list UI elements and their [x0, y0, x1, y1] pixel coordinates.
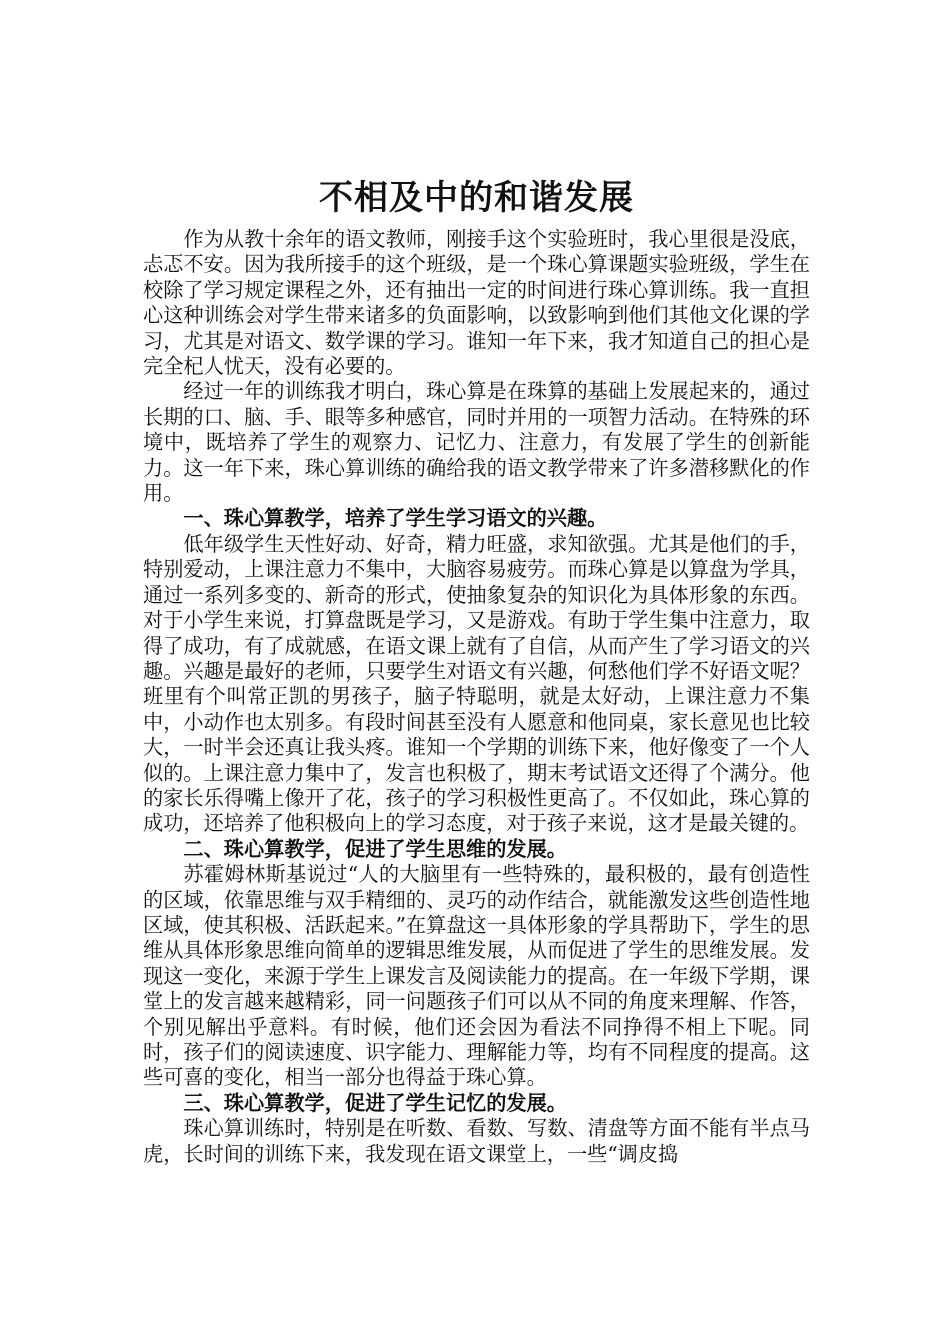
section-paragraph-3: 珠心算训练时，特别是在听数、看数、写数、清盘等方面不能有半点马虎，长时间的训练下来，我发现在语文课堂上，一些“调皮捣	[143, 1116, 810, 1166]
document-title: 不相及中的和谐发展	[319, 178, 634, 218]
section-heading-3: 三、珠心算教学，促进了学生记忆的发展。	[183, 1090, 567, 1115]
section-heading-2: 二、珠心算教学，促进了学生思维的发展。	[183, 836, 567, 861]
section-paragraph-2: 苏霍姆林斯基说过“人的大脑里有一些特殊的，最积极的，最有创造性的区域，依靠思维与双手精细的、灵巧的动作结合，就能激发这些创造性地区域，使其积极、活跃起来。”在算盘这一具体形象的学具帮助下，学生的思维从具体形象思维向简单的逻辑思维发展，从而促进了学生的思维发展。发现这一变化，来源于学生上课发言及阅读能力的提高。在一年级下学期，课堂上的发言越来越精彩，同一问题孩子们可以从不同的角度来理解、作答，个别见解出乎意料。有时候，他们还会因为看法不同挣得不相上下呢。同时，孩子们的阅读速度、识字能力、理解能力等，均有不同程度的提高。这些可喜的变化，相当一部分也得益于珠心算。	[143, 862, 810, 1090]
intro-paragraph-2: 经过一年的训练我才明白，珠心算是在珠算的基础上发展起来的，通过长期的口、脑、手、眼等多种感官，同时并用的一项智力活动。在特殊的环境中，既培养了学生的观察力、记忆力、注意力，有发展了学生的创新能力。这一年下来，珠心算训练的确给我的语文教学带来了许多潜移默化的作用。	[143, 379, 810, 506]
intro-paragraph-1: 作为从教十余年的语文教师，刚接手这个实验班时，我心里很是没底，忐忑不安。因为我所接手的这个班级，是一个珠心算课题实验班级，学生在校除了学习规定课程之外，还有抽出一定的时间进行珠心算训练。我一直担心这种训练会对学生带来诸多的负面影响，以致影响到他们其他文化课的学习，尤其是对语文、数学课的学习。谁知一年下来，我才知道自己的担心是完全杞人忧天，没有必要的。	[143, 227, 810, 379]
section-paragraph-1: 低年级学生天性好动、好奇，精力旺盛，求知欲强。尤其是他们的手，特别爱动，上课注意力不集中，大脑容易疲劳。而珠心算是以算盘为学具，通过一系列多变的、新奇的形式，使抽象复杂的知识化为具体形象的东西。对于小学生来说，打算盘既是学习，又是游戏。有助于学生集中注意力，取得了成功，有了成就感，在语文课上就有了自信，从而产生了学习语文的兴趣。兴趣是最好的老师，只要学生对语文有兴趣，何愁他们学不好语文呢？班里有个叫常正凯的男孩子，脑子特聪明，就是太好动，上课注意力不集中，小动作也太别多。有段时间甚至没有人愿意和他同桌，家长意见也比较大，一时半会还真让我头疼。谁知一个学期的训练下来，他好像变了一个人似的。上课注意力集中了，发言也积极了，期末考试语文还得了个满分。他的家长乐得嘴上像开了花，孩子的学习积极性更高了。不仅如此，珠心算的成功，还培养了他积极向上的学习态度，对于孩子来说，这才是最关键的。	[143, 531, 810, 836]
section-heading-1: 一、珠心算教学，培养了学生学习语文的兴趣。	[183, 506, 608, 531]
document-body	[143, 175, 810, 1167]
